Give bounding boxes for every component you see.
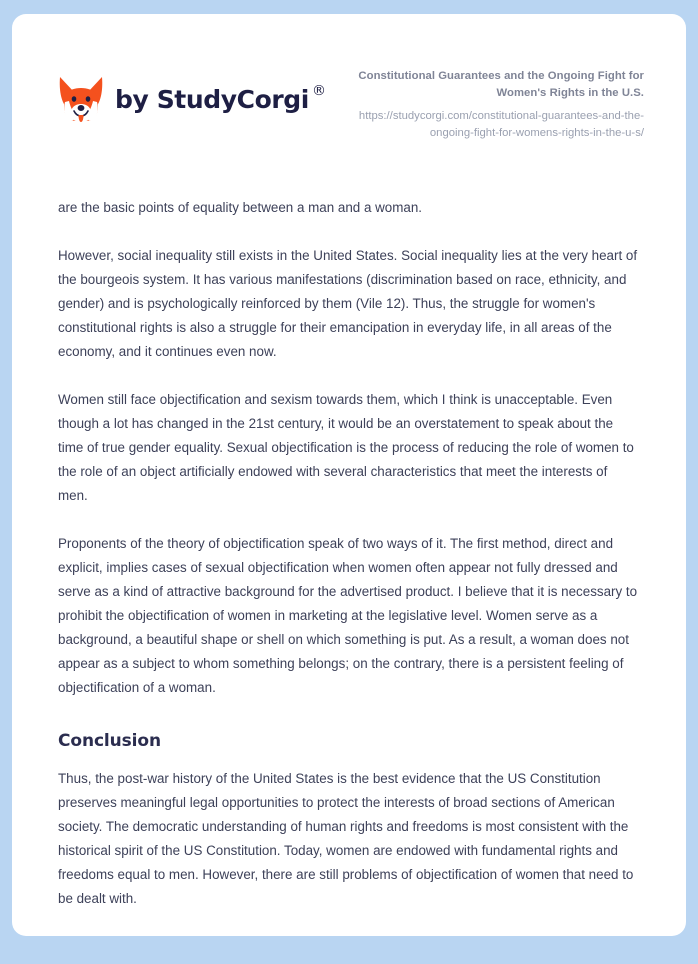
document-header bbox=[12, 14, 686, 142]
document-body bbox=[12, 196, 686, 911]
brand-wordmark bbox=[115, 82, 326, 114]
registered-trademark-icon: ® bbox=[311, 82, 326, 99]
body-paragraph: Women still face objectification and sexism towards them, which I think is unacceptable. Even though a lot has changed in the 21st century, it would be an overstatement to speak about the time of true gender equality. Sexual objectification is the process of reducing the role of women to the role of an object artificially endowed with several characteristics that meet the interests of men. bbox=[58, 391, 634, 503]
document-url-link[interactable]: https://studycorgi.com/constitutional-guarantees-and-the-ongoing-fight-for-womens-rights-in-the-u-s/ bbox=[358, 110, 644, 140]
body-paragraph: are the basic points of equality between a man and a woman. bbox=[58, 199, 423, 215]
conclusion-paragraph: Thus, the post-war history of the United States is the best evidence that the US Constitution preserves meaningful legal opportunities to protect the interests of broad sections of American society. The democratic understanding of human rights and freedoms is most consistent with the historical spirit of the US Constitution. Today, women are endowed with fundamental rights and freedoms equal to men. However, there are still problems of objectification of women that need to be dealt with. bbox=[58, 770, 634, 906]
body-paragraph: Proponents of the theory of objectification speak of two ways of it. The first method, direct and explicit, implies cases of sexual objectification when women often appear not fully dressed and serve as a kind of attractive background for the advertised product. I believe that it is necessary to prohibit the objectification of women in marketing at the legislative level. Women serve as a background, a beautiful shape or shell on which something is put. As a result, a woman does not appear as a subject to whom something belongs; on the contrary, there is a persistent feeling of objectification of a woman. bbox=[58, 535, 638, 695]
brand-name-text: by StudyCorgi bbox=[115, 84, 309, 114]
body-paragraph: However, social inequality still exists in the United States. Social inequality lies at the very heart of the bourgeois system. It has various manifestations (discrimination based on race, ethnicity, and gender) and is psychologically reinforced by them (Vile 12). Thus, the struggle for women's constitutional rights is also a struggle for their emancipation in everyday life, in all areas of the economy, and it continues even now. bbox=[58, 247, 638, 359]
document-title: Constitutional Guarantees and the Ongoing Fight for Women's Rights in the U.S. bbox=[358, 70, 644, 99]
corgi-mascot-icon bbox=[58, 74, 104, 124]
brand-logo-group[interactable] bbox=[58, 64, 326, 124]
conclusion-heading: Conclusion bbox=[58, 730, 161, 751]
document-card bbox=[12, 14, 686, 936]
header-document-meta bbox=[326, 64, 644, 142]
